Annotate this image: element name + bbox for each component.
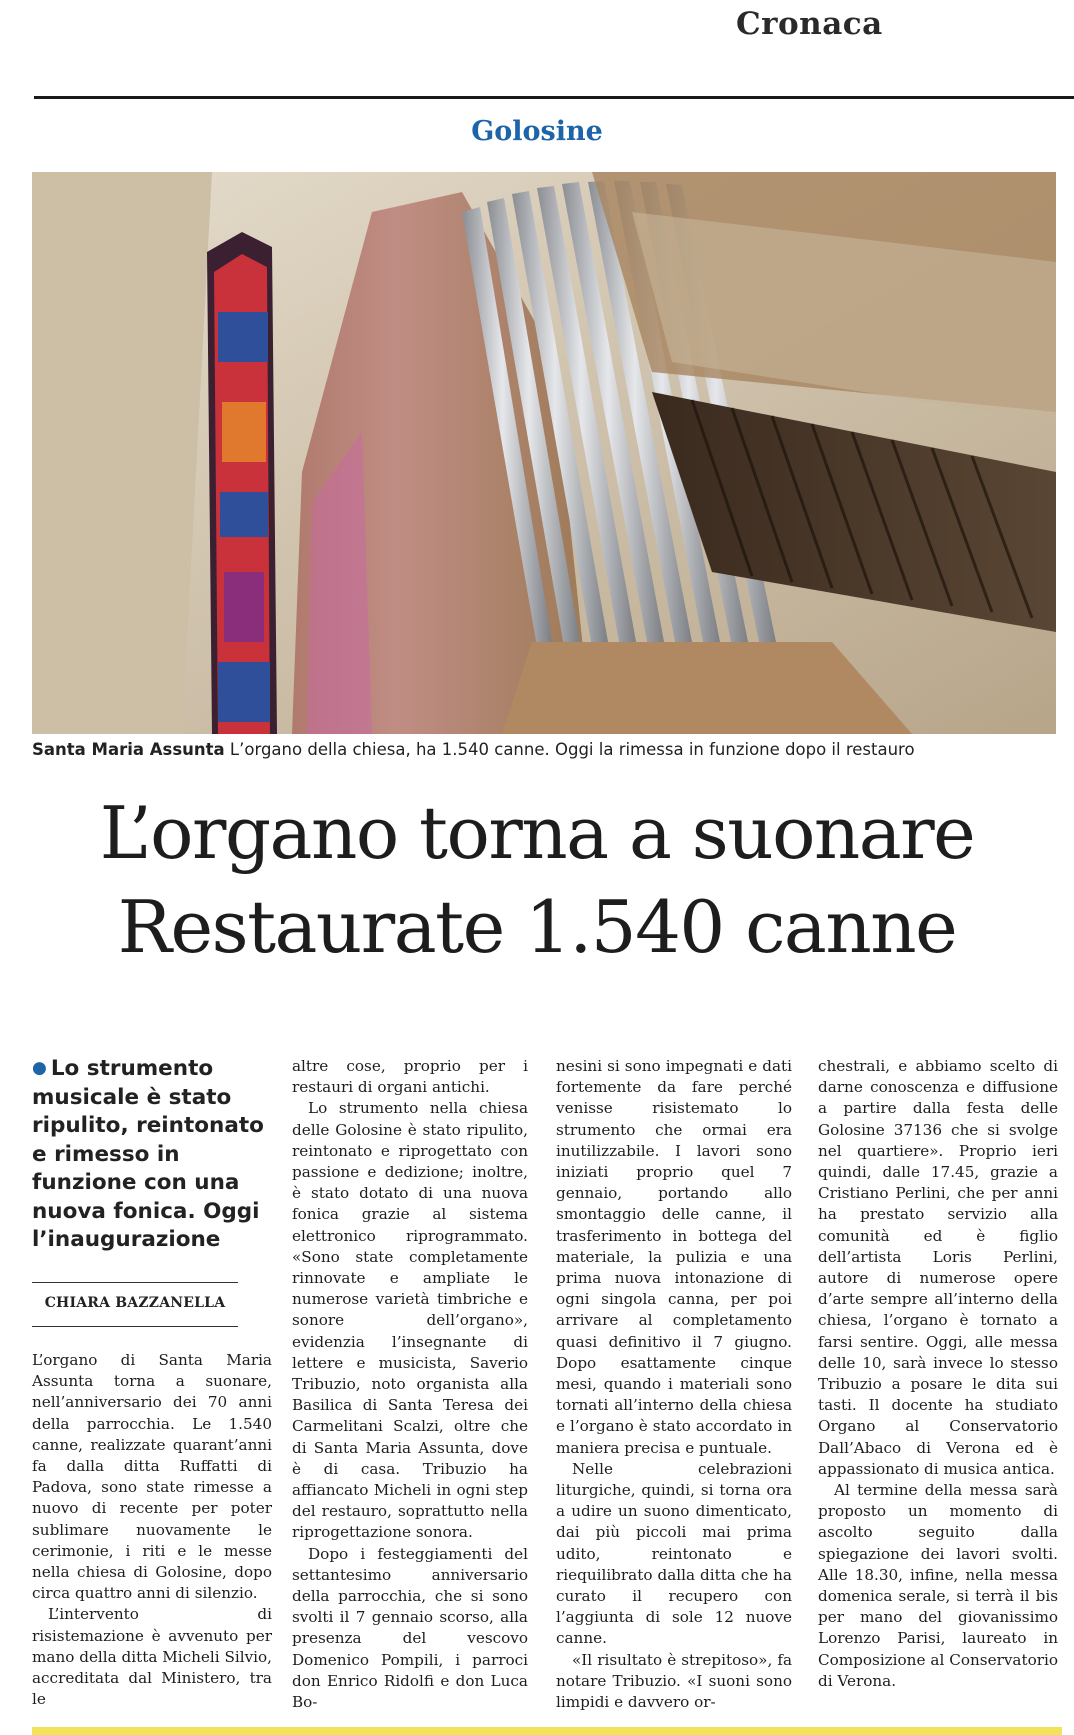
article-column-1	[32, 1350, 272, 1710]
kicker: Golosine	[471, 116, 603, 147]
paragraph: Lo strumento nella chiesa delle Golosine è stato ripulito, reintonato e riprogettato con passione e dedizione; inoltre, è stato dotato di una nuova fonica grazie al sistema elettronico riprogrammato. «Sono state completamente rinnovate e ampliate le numerose varietà timbriche e sonore dell’organo», evidenzia l’insegnante di lettere e musicista, Saverio Tribuzio, noto organista alla Basilica di Santa Teresa dei Carmelitani Scalzi, oltre che di Santa Maria Assunta, dove è di casa. Tribuzio ha affiancato Micheli in ogni step del restauro, soprattutto nella riprogettazione sonora.	[292, 1099, 528, 1542]
bottom-color-strip	[32, 1727, 1062, 1735]
headline	[0, 786, 1074, 974]
headline-line-1: L’organo torna a suonare	[99, 791, 975, 875]
organ-pipes-photo	[32, 172, 1056, 734]
article-column-4	[818, 1056, 1058, 1692]
headline-line-2: Restaurate 1.540 canne	[117, 885, 957, 969]
paragraph: Dopo i festeggiamenti del settantesimo anniversario della parrocchia, che si sono svolti il 7 gennaio scorso, alla presenza del vescovo Domenico Pompili, i parroci don Enrico Ridolfi e don Luca Bo-	[292, 1544, 528, 1712]
caption-lead: Santa Maria Assunta	[32, 740, 225, 759]
paragraph: chestrali, e abbiamo scelto di darne conoscenza e diffusione a partire dalla festa delle Golosine 37136 che si svolge nel quartiere». Proprio ieri quindi, dalle 17.45, grazie a Cristiano Perlini, che per anni ha prestato servizio alla comunità ed è figlio dell’artista Loris Perlini, autore di numerose opere d’arte sempre all’interno della chiesa, l’organo è tornato a farsi sentire. Oggi, alle messa delle 10, sarà invece lo stesso Tribuzio a posare le dita sui tasti. Il docente ha studiato Organo al Conservatorio Dall’Abaco di Verona ed è appassionato di musica antica.	[818, 1057, 1058, 1478]
caption-text: L’organo della chiesa, ha 1.540 canne. Oggi la rimessa in funzione dopo il restauro	[224, 740, 915, 759]
summary-text: Lo strumento musicale è stato ripulito, reintonato e rimesso in funzione con una nuova fonica. Oggi l’inaugurazione	[32, 1056, 264, 1252]
article-column-2	[292, 1056, 528, 1713]
byline-rule-bottom	[32, 1326, 238, 1327]
paragraph: «Il risultato è strepitoso», fa notare Tribuzio. «I suoni sono limpidi e davvero or-	[556, 1650, 792, 1712]
paragraph: L’organo di Santa Maria Assunta torna a suonare, nell’anniversario dei 70 anni della parrocchia. Le 1.540 canne, realizzate quarant’anni fa dalla ditta Ruffatti di Padova, sono state rimesse a nuovo di recente per poter sublimare nuovamente le cerimonie, i riti e le messe nella chiesa di Golosine, dopo circa quattro anni di silenzio.	[32, 1351, 272, 1603]
byline-rule-top	[32, 1282, 238, 1283]
paragraph: nesini si sono impegnati e dati fortemente da fare perché venisse risistemato lo strumento che ormai era inutilizzabile. I lavori sono iniziati proprio quel 7 gennaio, portando allo smontaggio delle canne, il trasferimento in bottega del materiale, la pulizia e una prima nuova intonazione di ogni singola canna, per poi arrivare al completamento quasi definitivo il 7 giugno. Dopo esattamente cinque mesi, quando i materiali sono tornati all’interno della chiesa e l’organo è stato accordato in maniera precisa e puntuale.	[556, 1057, 792, 1457]
summary-box	[32, 1054, 267, 1255]
section-label: Cronaca	[736, 6, 883, 42]
paragraph: Al termine della messa sarà proposto un momento di ascolto seguito dalla spiegazione dei lavori svolti. Alle 18.30, infine, nella messa domenica serale, si terrà il bis per mano del giovanissimo Lorenzo Parisi, laureato in Composizione al Conservatorio di Verona.	[818, 1481, 1058, 1690]
paragraph: Nelle celebrazioni liturgiche, quindi, si torna ora a udire un suono dimenticato, dai più piccoli mai prima udito, reintonato e riequilibrato dalla ditta che ha curato il recupero con l’aggiunta di sole 12 nuove canne.	[556, 1459, 792, 1648]
top-rule	[34, 96, 1074, 99]
photo-caption	[32, 740, 1062, 759]
article-column-3	[556, 1056, 792, 1713]
bullet-icon: ●	[32, 1058, 47, 1078]
paragraph: altre cose, proprio per i restauri di organi antichi.	[292, 1057, 528, 1097]
paragraph: L’intervento di risistemazione è avvenuto per mano della ditta Micheli Silvio, accreditata dal Ministero, tra le	[32, 1605, 272, 1709]
byline: CHIARA BAZZANELLA	[44, 1295, 226, 1311]
